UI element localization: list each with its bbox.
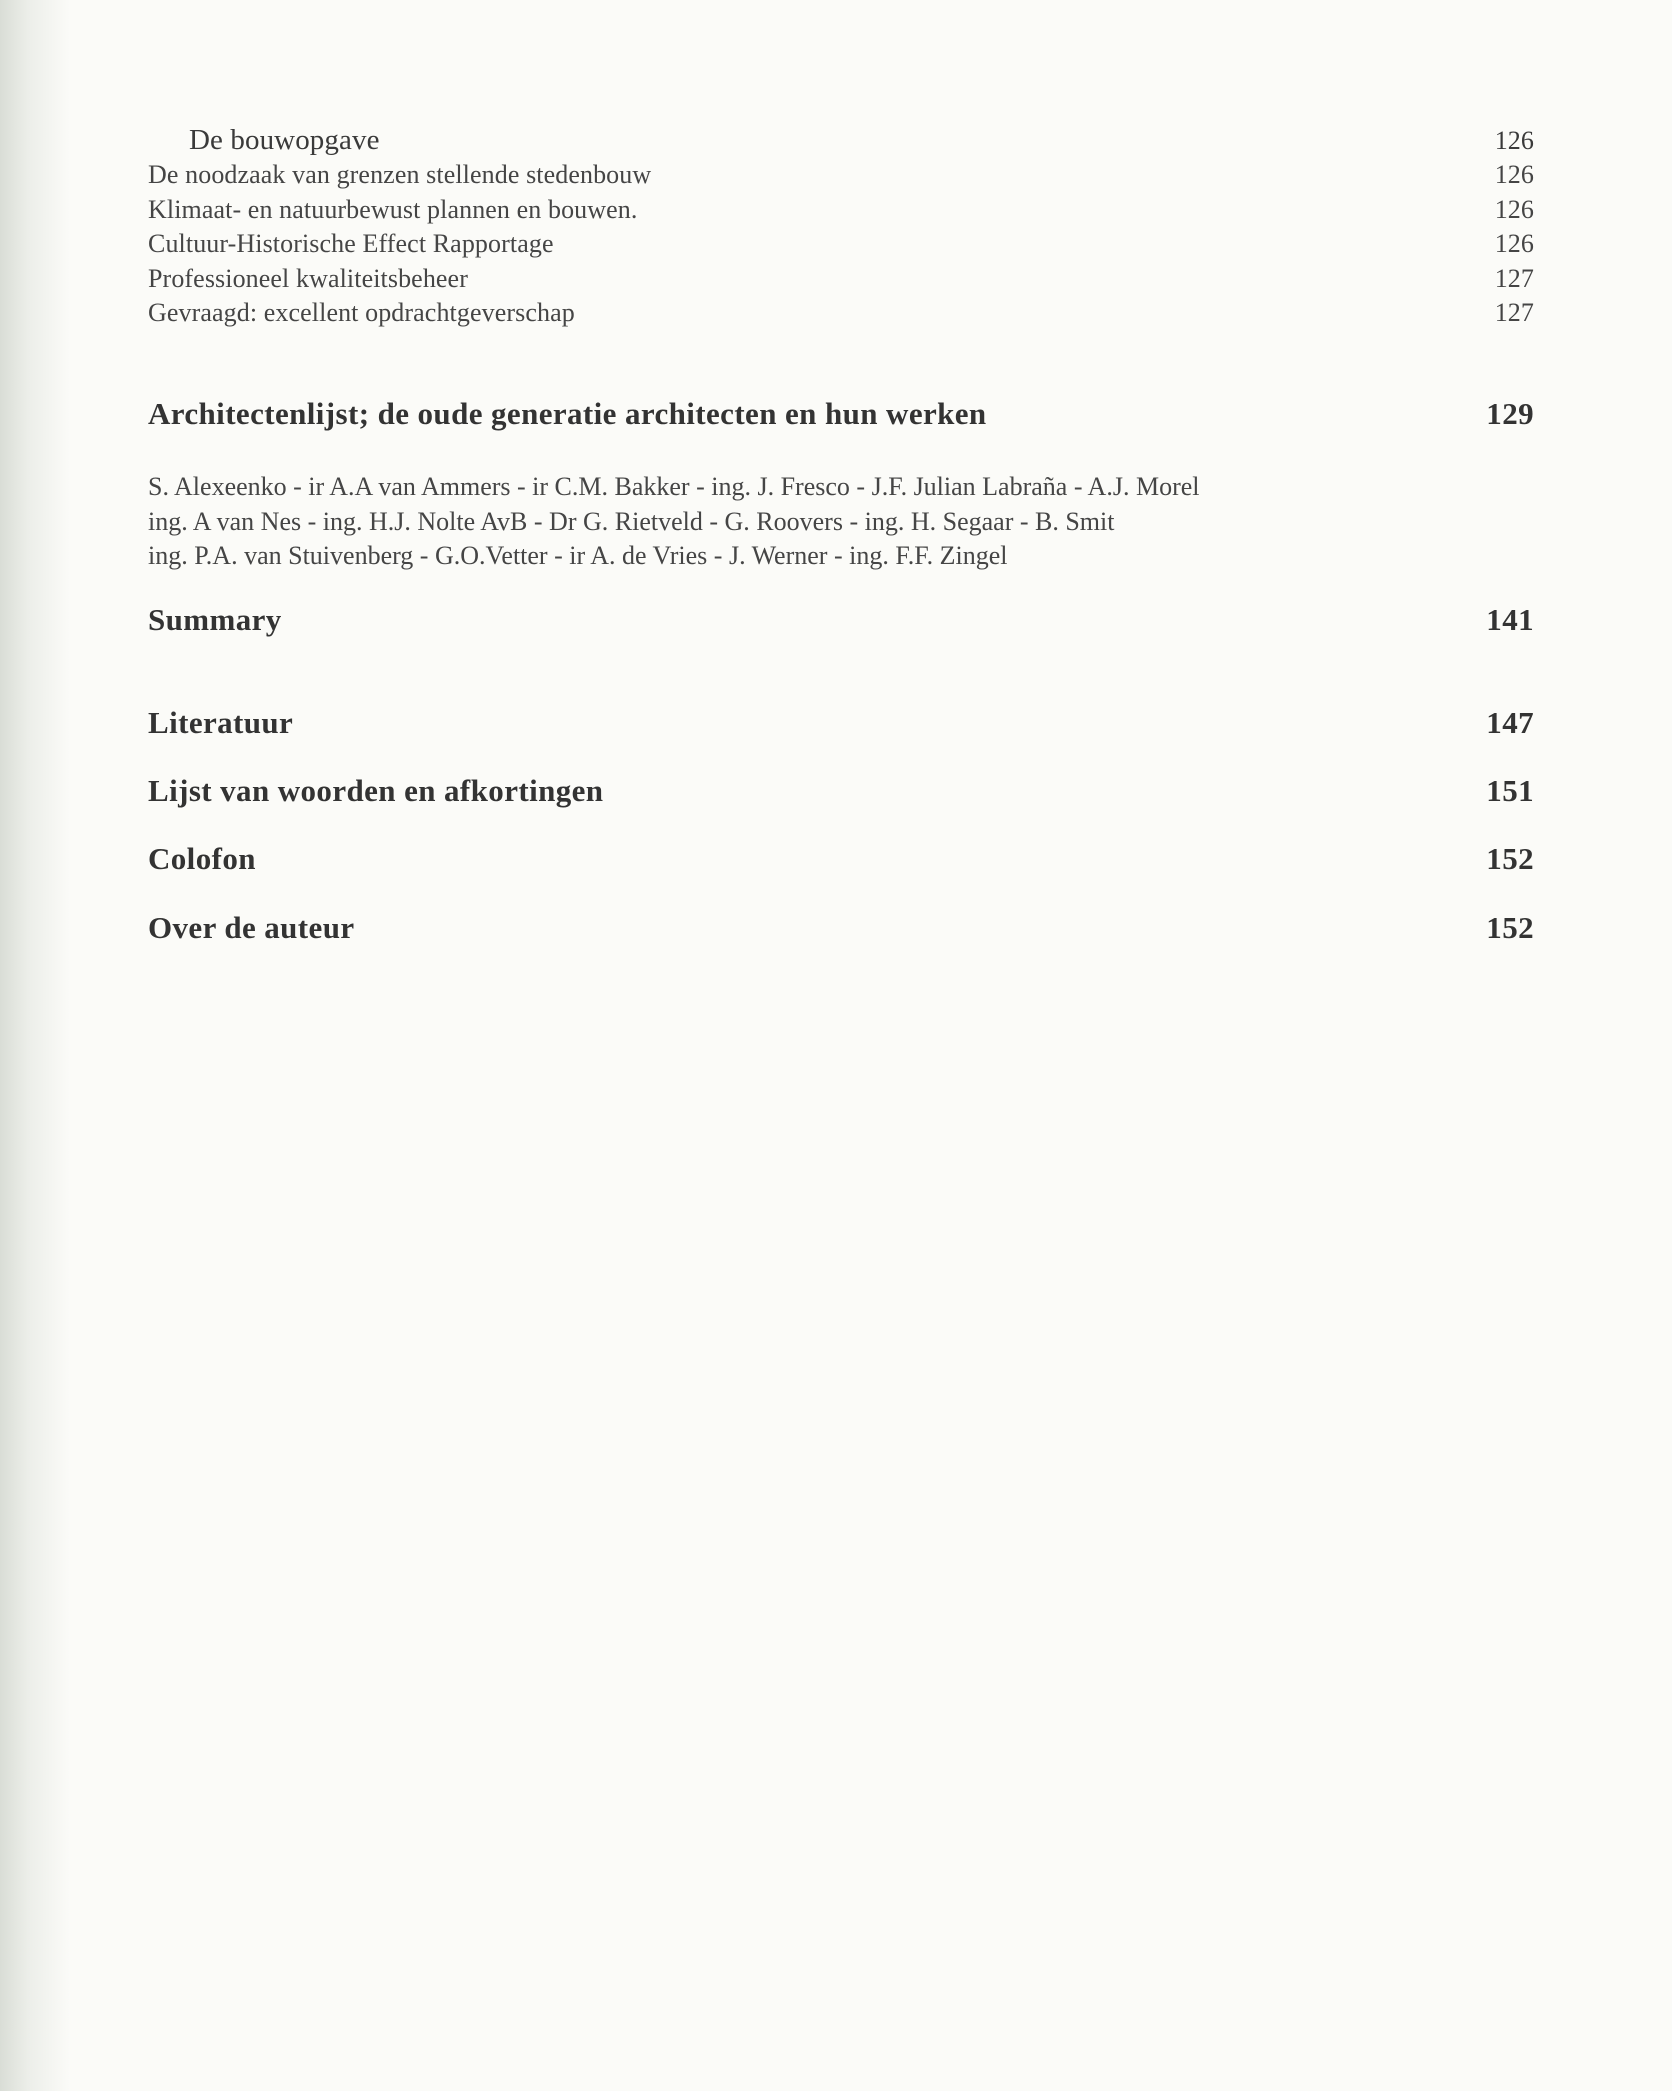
architect-names-line: S. Alexeenko - ir A.A van Ammers - ir C.M. Bakker - ing. J. Fresco - J.F. Julian Labraña - A.J. Morel (148, 472, 1200, 501)
toc-chapter-page: 129 (1486, 396, 1534, 431)
toc-entry-title: Professioneel kwaliteitsbeheer (148, 264, 468, 293)
toc-entry-klimaat-natuurbewust[interactable] (148, 195, 1534, 225)
toc-entry-page: 127 (1494, 264, 1534, 293)
toc-chapter-title: Literatuur (148, 705, 294, 740)
toc-chapter-page: 152 (1486, 910, 1534, 945)
toc-entry-cultuur-historische[interactable] (148, 229, 1534, 259)
toc-chapter-literatuur[interactable] (148, 705, 1534, 741)
toc-chapter-title: Over de auteur (148, 910, 355, 945)
architect-names-list (148, 470, 1534, 574)
toc-entry-noodzaak-grenzen[interactable] (148, 160, 1534, 190)
toc-entry-page: 126 (1494, 160, 1534, 189)
toc-chapter-colofon[interactable] (148, 841, 1534, 877)
toc-entry-page: 126 (1494, 195, 1534, 224)
toc-entry-title: Gevraagd: excellent opdrachtgeverschap (148, 298, 575, 327)
toc-entry-page: 126 (1494, 126, 1534, 155)
toc-entry-title: De noodzaak van grenzen stellende stedenbouw (148, 160, 652, 189)
toc-entry-page: 126 (1494, 229, 1534, 258)
page-binding-shadow (0, 0, 70, 2091)
toc-chapter-page: 147 (1486, 705, 1534, 740)
toc-entry-title: Cultuur-Historische Effect Rapportage (148, 229, 554, 258)
toc-entry-opdrachtgeverschap[interactable] (148, 298, 1534, 328)
toc-entry-de-bouwopgave[interactable] (148, 124, 1534, 157)
toc-chapter-page: 141 (1486, 602, 1534, 637)
toc-entry-page: 127 (1494, 298, 1534, 327)
toc-entry-title: Klimaat- en natuurbewust plannen en bouwen. (148, 195, 638, 224)
toc-chapter-title: Summary (148, 602, 282, 637)
toc-chapter-title: Colofon (148, 841, 256, 876)
toc-chapter-page: 151 (1486, 773, 1534, 808)
toc-chapter-page: 152 (1486, 841, 1534, 876)
toc-chapter-lijst-woorden[interactable] (148, 773, 1534, 809)
architect-names-line: ing. P.A. van Stuivenberg - G.O.Vetter - ir A. de Vries - J. Werner - ing. F.F. Zingel (148, 541, 1008, 570)
toc-chapter-architectenlijst[interactable] (148, 396, 1534, 432)
toc-chapter-title: Architectenlijst; de oude generatie architecten en hun werken (148, 396, 987, 431)
toc-entry-title: De bouwopgave (189, 124, 380, 156)
architect-names-line: ing. A van Nes - ing. H.J. Nolte AvB - Dr G. Rietveld - G. Roovers - ing. H. Segaar - B. Smit (148, 506, 1115, 536)
toc-chapter-title: Lijst van woorden en afkortingen (148, 773, 604, 808)
toc-chapter-summary[interactable] (148, 602, 1534, 638)
toc-entry-kwaliteitsbeheer[interactable] (148, 264, 1534, 294)
toc-chapter-over-de-auteur[interactable] (148, 910, 1534, 946)
